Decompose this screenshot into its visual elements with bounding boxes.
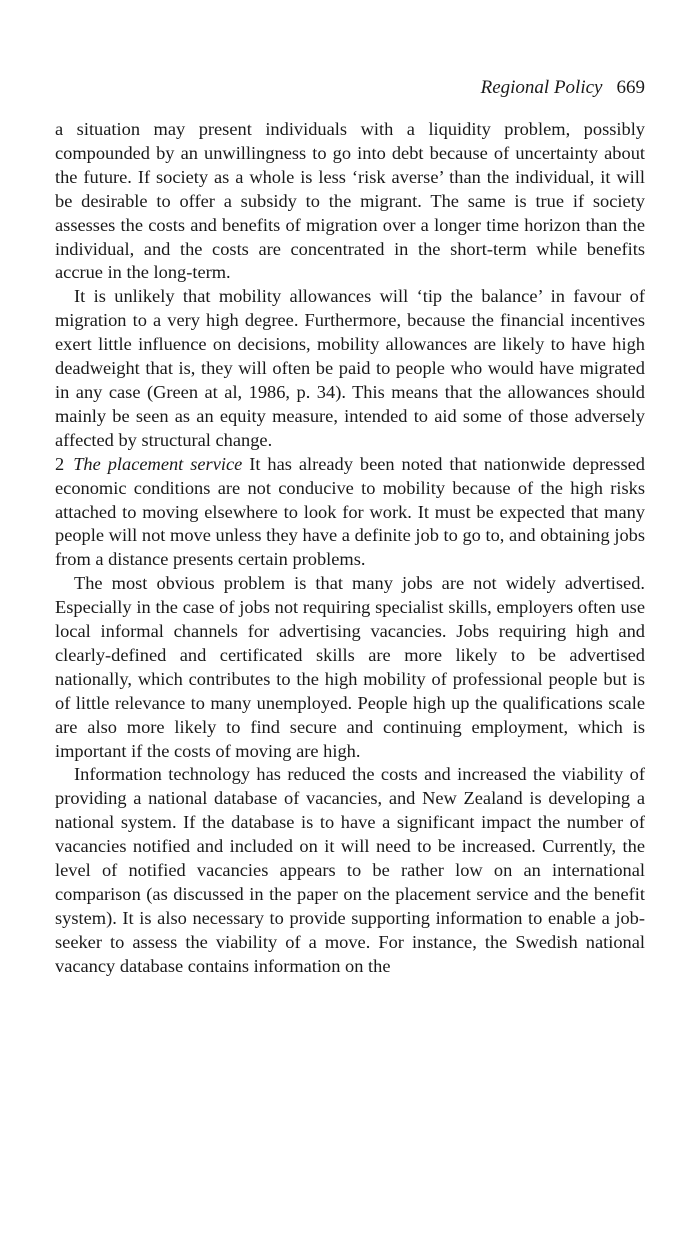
paragraph-4: The most obvious problem is that many jobs are not widely advertised. Especially in the case of jobs not requiring specialist skills, employers often use local informal channels for advertising vacancies. Jobs requiring high and clearly-defined and certificated skills are more likely to be advertised nationally, which contributes to the high mobility of professional people but is of little relevance to many unemployed. People high up the qualifications scale are also more likely to find secure and continuing employment, which is important if the costs of moving are high. <box>55 573 645 761</box>
running-title: Regional Policy <box>480 77 603 98</box>
section-title: The placement service <box>73 453 243 474</box>
body-text <box>55 118 645 979</box>
section-number: 2 <box>55 453 65 474</box>
section-paragraph <box>55 453 645 573</box>
paragraph-2: It is unlikely that mobility allowances will ‘tip the balance’ in favour of migration to a very high degree. Furthermore, because the financial incentives exert little influence on decisions, mobility allowances are likely to have high deadweight that is, they will often be paid to people who would have migrated in any case (Green at al, 1986, p. 34). This means that the allowances should mainly be seen as an equity measure, intended to aid some of those adversely affected by structural change. <box>55 286 645 450</box>
page-number: 669 <box>616 77 645 98</box>
section-text: It has already been noted that nationwide depressed economic conditions are not conducive to mobility because of the high risks attached to moving elsewhere to look for work. It must be expected that many people will not move unless they have a definite job to go to, and obtaining jobs from a distance presents certain problems. <box>55 453 645 570</box>
paragraph-5: Information technology has reduced the costs and increased the viability of providing a national database of vacancies, and New Zealand is developing a national system. If the database is to have a significant impact the number of vacancies notified and included on it will need to be increased. Currently, the level of notified vacancies appears to be rather low on an international comparison (as discussed in the paper on the placement service and the benefit system). It is also necessary to provide supporting information to enable a job-seeker to assess the viability of a move. For instance, the Swedish national vacancy database contains information on the <box>55 764 645 976</box>
paragraph-1: a situation may present individuals with a liquidity problem, possibly compounded by an unwillingness to go into debt because of uncertainty about the future. If society as a whole is less ‘risk averse’ than the individual, it will be desirable to offer a subsidy to the migrant. The same is true if society assesses the costs and benefits of migration over a longer time horizon than the individual, and the costs are concentrated in the short-term while benefits accrue in the long-term. <box>55 119 645 283</box>
running-head <box>481 76 645 100</box>
